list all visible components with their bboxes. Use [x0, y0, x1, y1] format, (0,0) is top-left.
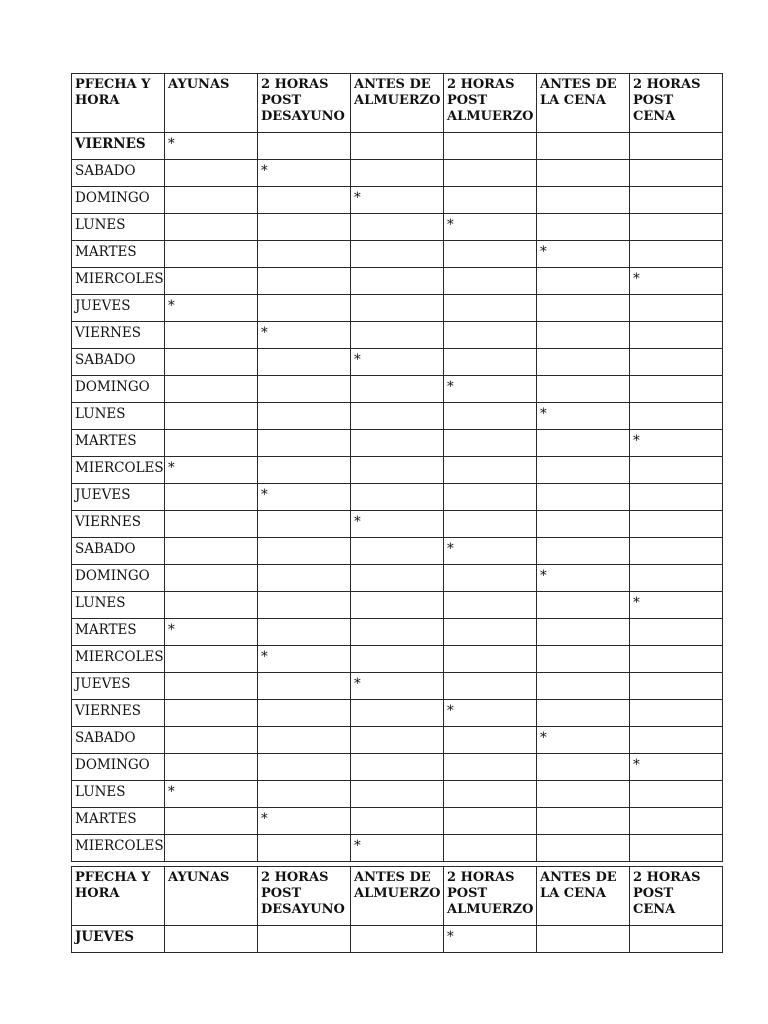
empty-cell-post-dinner — [630, 565, 723, 592]
day-cell: VIERNES — [72, 700, 165, 727]
empty-cell-post-breakfast — [258, 187, 351, 214]
empty-cell-post-breakfast — [258, 268, 351, 295]
empty-cell-pre-lunch — [351, 781, 444, 808]
empty-cell-post-dinner — [630, 349, 723, 376]
header-post-breakfast: 2 HORAS POST DESAYUNO — [258, 74, 351, 133]
empty-cell-post-dinner — [630, 781, 723, 808]
empty-cell-pre-lunch — [351, 457, 444, 484]
empty-cell-pre-lunch — [351, 619, 444, 646]
mark-cell-pre-lunch: * — [351, 349, 444, 376]
empty-cell-post-dinner — [630, 484, 723, 511]
empty-cell-pre-lunch — [351, 538, 444, 565]
empty-cell-post-lunch — [444, 133, 537, 160]
empty-cell-post-dinner — [630, 808, 723, 835]
empty-cell-fasting — [165, 926, 258, 953]
glucose-log-table-2 — [71, 866, 723, 953]
empty-cell-pre-lunch — [351, 268, 444, 295]
empty-cell-post-lunch — [444, 295, 537, 322]
empty-cell-post-dinner — [630, 673, 723, 700]
empty-cell-fasting — [165, 241, 258, 268]
empty-cell-post-breakfast — [258, 376, 351, 403]
empty-cell-post-dinner — [630, 926, 723, 953]
mark-cell-fasting: * — [165, 133, 258, 160]
day-cell: SABADO — [72, 727, 165, 754]
empty-cell-post-lunch — [444, 835, 537, 862]
day-cell: DOMINGO — [72, 187, 165, 214]
table-row — [72, 808, 723, 835]
table-row — [72, 565, 723, 592]
empty-cell-pre-dinner — [537, 484, 630, 511]
empty-cell-pre-dinner — [537, 295, 630, 322]
empty-cell-fasting — [165, 403, 258, 430]
mark-cell-post-lunch: * — [444, 538, 537, 565]
empty-cell-pre-dinner — [537, 538, 630, 565]
empty-cell-fasting — [165, 565, 258, 592]
header-post-breakfast: 2 HORAS POST DESAYUNO — [258, 867, 351, 926]
table-row — [72, 349, 723, 376]
empty-cell-fasting — [165, 808, 258, 835]
empty-cell-post-breakfast — [258, 133, 351, 160]
table-row — [72, 754, 723, 781]
header-post-lunch: 2 HORAS POST ALMUERZO — [444, 74, 537, 133]
table-row — [72, 295, 723, 322]
table-row — [72, 187, 723, 214]
table-row — [72, 241, 723, 268]
empty-cell-pre-lunch — [351, 484, 444, 511]
mark-cell-post-breakfast: * — [258, 484, 351, 511]
empty-cell-post-breakfast — [258, 619, 351, 646]
empty-cell-post-lunch — [444, 241, 537, 268]
table-row — [72, 646, 723, 673]
empty-cell-pre-lunch — [351, 430, 444, 457]
empty-cell-post-lunch — [444, 619, 537, 646]
empty-cell-pre-dinner — [537, 187, 630, 214]
empty-cell-pre-lunch — [351, 727, 444, 754]
empty-cell-pre-dinner — [537, 926, 630, 953]
empty-cell-pre-dinner — [537, 376, 630, 403]
empty-cell-post-lunch — [444, 646, 537, 673]
mark-cell-pre-dinner: * — [537, 241, 630, 268]
empty-cell-fasting — [165, 646, 258, 673]
empty-cell-post-lunch — [444, 727, 537, 754]
empty-cell-pre-lunch — [351, 376, 444, 403]
day-cell: LUNES — [72, 214, 165, 241]
empty-cell-post-lunch — [444, 754, 537, 781]
mark-cell-pre-lunch: * — [351, 511, 444, 538]
empty-cell-post-lunch — [444, 349, 537, 376]
mark-cell-pre-dinner: * — [537, 565, 630, 592]
mark-cell-post-lunch: * — [444, 926, 537, 953]
mark-cell-pre-dinner: * — [537, 403, 630, 430]
empty-cell-post-breakfast — [258, 457, 351, 484]
mark-cell-fasting: * — [165, 619, 258, 646]
empty-cell-post-dinner — [630, 187, 723, 214]
table-row — [72, 511, 723, 538]
empty-cell-post-breakfast — [258, 214, 351, 241]
empty-cell-pre-lunch — [351, 808, 444, 835]
day-cell: MARTES — [72, 241, 165, 268]
table-row — [72, 926, 723, 953]
table-row — [72, 619, 723, 646]
empty-cell-post-breakfast — [258, 538, 351, 565]
day-cell: VIERNES — [72, 511, 165, 538]
day-cell: MARTES — [72, 808, 165, 835]
empty-cell-post-dinner — [630, 133, 723, 160]
empty-cell-pre-lunch — [351, 214, 444, 241]
day-cell: JUEVES — [72, 673, 165, 700]
empty-cell-post-dinner — [630, 457, 723, 484]
day-cell: JUEVES — [72, 926, 165, 953]
mark-cell-post-breakfast: * — [258, 160, 351, 187]
day-cell: SABADO — [72, 349, 165, 376]
empty-cell-pre-dinner — [537, 160, 630, 187]
header-fasting: AYUNAS — [165, 867, 258, 926]
day-cell: SABADO — [72, 160, 165, 187]
empty-cell-fasting — [165, 835, 258, 862]
mark-cell-post-dinner: * — [630, 592, 723, 619]
empty-cell-post-breakfast — [258, 835, 351, 862]
empty-cell-post-lunch — [444, 808, 537, 835]
empty-cell-post-breakfast — [258, 430, 351, 457]
empty-cell-post-dinner — [630, 538, 723, 565]
day-cell: VIERNES — [72, 133, 165, 160]
empty-cell-post-breakfast — [258, 295, 351, 322]
table-row — [72, 781, 723, 808]
table-row — [72, 403, 723, 430]
empty-cell-post-breakfast — [258, 926, 351, 953]
header-date-time: PFECHA Y HORA — [72, 867, 165, 926]
empty-cell-post-breakfast — [258, 592, 351, 619]
table-row — [72, 214, 723, 241]
day-cell: MIERCOLES — [72, 457, 165, 484]
empty-cell-pre-dinner — [537, 430, 630, 457]
header-post-dinner: 2 HORAS POST CENA — [630, 867, 723, 926]
empty-cell-post-lunch — [444, 403, 537, 430]
empty-cell-post-lunch — [444, 565, 537, 592]
table-row — [72, 160, 723, 187]
mark-cell-post-dinner: * — [630, 430, 723, 457]
empty-cell-post-lunch — [444, 187, 537, 214]
table-row — [72, 268, 723, 295]
empty-cell-post-breakfast — [258, 349, 351, 376]
header-pre-lunch: ANTES DE ALMUERZO — [351, 867, 444, 926]
day-cell: JUEVES — [72, 295, 165, 322]
empty-cell-pre-lunch — [351, 926, 444, 953]
empty-cell-pre-dinner — [537, 511, 630, 538]
mark-cell-pre-dinner: * — [537, 727, 630, 754]
mark-cell-fasting: * — [165, 781, 258, 808]
empty-cell-post-dinner — [630, 700, 723, 727]
table-row — [72, 457, 723, 484]
empty-cell-pre-dinner — [537, 133, 630, 160]
header-pre-dinner: ANTES DE LA CENA — [537, 74, 630, 133]
empty-cell-pre-dinner — [537, 619, 630, 646]
mark-cell-post-breakfast: * — [258, 808, 351, 835]
empty-cell-post-lunch — [444, 430, 537, 457]
empty-cell-fasting — [165, 322, 258, 349]
empty-cell-post-dinner — [630, 160, 723, 187]
day-cell: MIERCOLES — [72, 646, 165, 673]
empty-cell-post-lunch — [444, 673, 537, 700]
empty-cell-post-breakfast — [258, 754, 351, 781]
empty-cell-post-dinner — [630, 619, 723, 646]
mark-cell-post-lunch: * — [444, 376, 537, 403]
empty-cell-post-dinner — [630, 322, 723, 349]
empty-cell-fasting — [165, 376, 258, 403]
header-pre-dinner: ANTES DE LA CENA — [537, 867, 630, 926]
mark-cell-post-breakfast: * — [258, 322, 351, 349]
empty-cell-pre-lunch — [351, 592, 444, 619]
empty-cell-post-breakfast — [258, 781, 351, 808]
empty-cell-pre-dinner — [537, 268, 630, 295]
mark-cell-post-dinner: * — [630, 754, 723, 781]
empty-cell-pre-dinner — [537, 646, 630, 673]
empty-cell-post-dinner — [630, 727, 723, 754]
empty-cell-fasting — [165, 214, 258, 241]
table-row — [72, 133, 723, 160]
empty-cell-pre-lunch — [351, 133, 444, 160]
day-cell: JUEVES — [72, 484, 165, 511]
empty-cell-pre-dinner — [537, 592, 630, 619]
empty-cell-pre-lunch — [351, 403, 444, 430]
empty-cell-post-dinner — [630, 295, 723, 322]
empty-cell-pre-dinner — [537, 835, 630, 862]
table-row — [72, 484, 723, 511]
header-pre-lunch: ANTES DE ALMUERZO — [351, 74, 444, 133]
mark-cell-post-dinner: * — [630, 268, 723, 295]
mark-cell-fasting: * — [165, 295, 258, 322]
empty-cell-post-breakfast — [258, 403, 351, 430]
empty-cell-fasting — [165, 187, 258, 214]
day-cell: VIERNES — [72, 322, 165, 349]
empty-cell-pre-dinner — [537, 700, 630, 727]
day-cell: DOMINGO — [72, 565, 165, 592]
header-row — [72, 74, 723, 133]
empty-cell-pre-dinner — [537, 754, 630, 781]
empty-cell-fasting — [165, 511, 258, 538]
day-cell: MIERCOLES — [72, 268, 165, 295]
table-row — [72, 835, 723, 862]
empty-cell-pre-lunch — [351, 241, 444, 268]
header-post-lunch: 2 HORAS POST ALMUERZO — [444, 867, 537, 926]
empty-cell-post-lunch — [444, 268, 537, 295]
table-row — [72, 538, 723, 565]
empty-cell-pre-lunch — [351, 565, 444, 592]
empty-cell-post-lunch — [444, 322, 537, 349]
day-cell: MARTES — [72, 619, 165, 646]
empty-cell-fasting — [165, 268, 258, 295]
table-row — [72, 592, 723, 619]
day-cell: LUNES — [72, 592, 165, 619]
empty-cell-post-lunch — [444, 457, 537, 484]
empty-cell-fasting — [165, 349, 258, 376]
empty-cell-fasting — [165, 754, 258, 781]
table-row — [72, 700, 723, 727]
mark-cell-fasting: * — [165, 457, 258, 484]
empty-cell-fasting — [165, 484, 258, 511]
mark-cell-post-lunch: * — [444, 700, 537, 727]
empty-cell-pre-dinner — [537, 808, 630, 835]
empty-cell-fasting — [165, 592, 258, 619]
empty-cell-post-lunch — [444, 160, 537, 187]
day-cell: MIERCOLES — [72, 835, 165, 862]
empty-cell-fasting — [165, 700, 258, 727]
glucose-log-table-1 — [71, 73, 723, 862]
empty-cell-pre-dinner — [537, 214, 630, 241]
empty-cell-post-dinner — [630, 646, 723, 673]
empty-cell-post-breakfast — [258, 565, 351, 592]
table-row — [72, 376, 723, 403]
empty-cell-pre-lunch — [351, 754, 444, 781]
empty-cell-fasting — [165, 538, 258, 565]
empty-cell-fasting — [165, 430, 258, 457]
header-fasting: AYUNAS — [165, 74, 258, 133]
mark-cell-pre-lunch: * — [351, 673, 444, 700]
empty-cell-post-dinner — [630, 376, 723, 403]
empty-cell-pre-lunch — [351, 700, 444, 727]
empty-cell-post-lunch — [444, 592, 537, 619]
empty-cell-pre-dinner — [537, 781, 630, 808]
mark-cell-pre-lunch: * — [351, 835, 444, 862]
day-cell: MARTES — [72, 430, 165, 457]
table-body — [72, 133, 723, 862]
mark-cell-pre-lunch: * — [351, 187, 444, 214]
empty-cell-post-breakfast — [258, 727, 351, 754]
table-row — [72, 673, 723, 700]
empty-cell-post-breakfast — [258, 673, 351, 700]
empty-cell-fasting — [165, 673, 258, 700]
day-cell: LUNES — [72, 403, 165, 430]
empty-cell-post-breakfast — [258, 511, 351, 538]
day-cell: DOMINGO — [72, 754, 165, 781]
empty-cell-pre-lunch — [351, 295, 444, 322]
empty-cell-pre-dinner — [537, 349, 630, 376]
day-cell: DOMINGO — [72, 376, 165, 403]
empty-cell-post-dinner — [630, 511, 723, 538]
empty-cell-pre-dinner — [537, 673, 630, 700]
empty-cell-post-dinner — [630, 241, 723, 268]
table-body — [72, 926, 723, 953]
empty-cell-post-dinner — [630, 214, 723, 241]
mark-cell-post-lunch: * — [444, 214, 537, 241]
empty-cell-post-lunch — [444, 484, 537, 511]
table-row — [72, 322, 723, 349]
empty-cell-pre-dinner — [537, 457, 630, 484]
empty-cell-post-dinner — [630, 403, 723, 430]
mark-cell-post-breakfast: * — [258, 646, 351, 673]
empty-cell-pre-lunch — [351, 322, 444, 349]
empty-cell-pre-dinner — [537, 322, 630, 349]
empty-cell-post-breakfast — [258, 700, 351, 727]
table-row — [72, 430, 723, 457]
header-date-time: PFECHA Y HORA — [72, 74, 165, 133]
empty-cell-post-lunch — [444, 511, 537, 538]
header-post-dinner: 2 HORAS POST CENA — [630, 74, 723, 133]
empty-cell-pre-lunch — [351, 646, 444, 673]
day-cell: SABADO — [72, 538, 165, 565]
empty-cell-post-dinner — [630, 835, 723, 862]
header-row — [72, 867, 723, 926]
empty-cell-fasting — [165, 160, 258, 187]
empty-cell-post-breakfast — [258, 241, 351, 268]
day-cell: LUNES — [72, 781, 165, 808]
empty-cell-pre-lunch — [351, 160, 444, 187]
table-row — [72, 727, 723, 754]
empty-cell-fasting — [165, 727, 258, 754]
empty-cell-post-lunch — [444, 781, 537, 808]
